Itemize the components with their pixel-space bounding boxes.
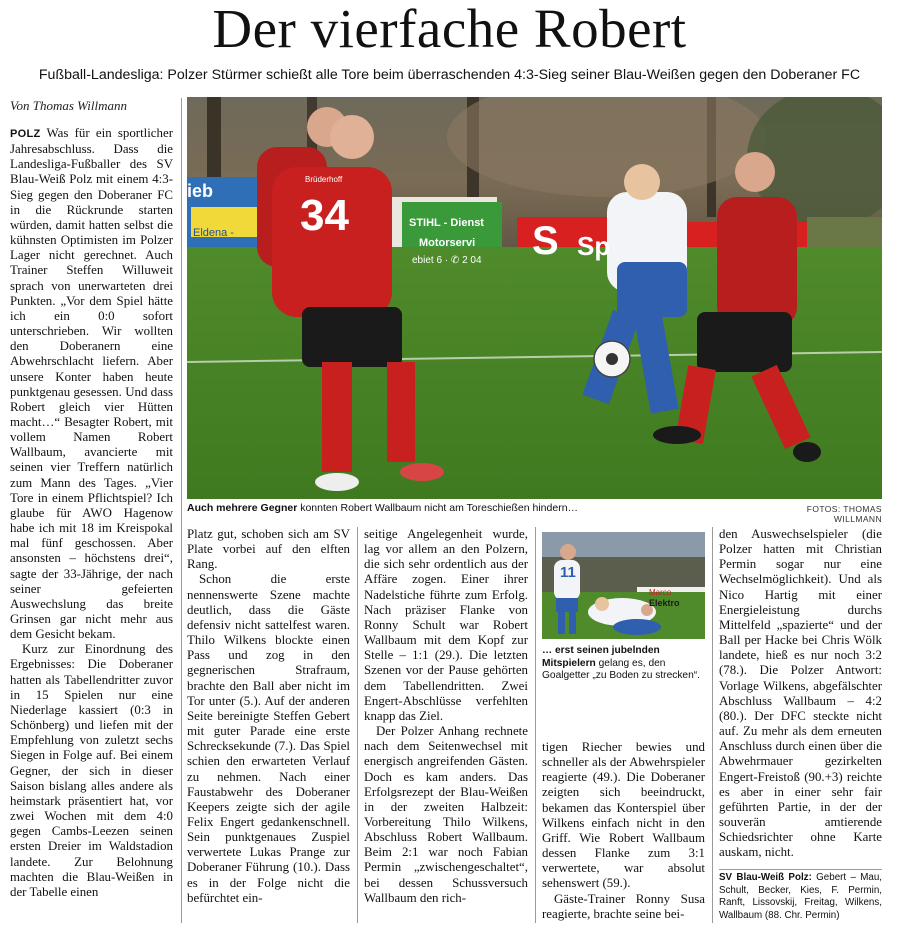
lineup-label: SV Blau-Weiß Polz: <box>719 872 812 883</box>
celebration-scene-image <box>542 532 705 639</box>
paragraph: Platz gut, schoben sich am SV Plate vorbei auf den elften Rang. <box>187 527 350 572</box>
column-divider <box>181 98 182 923</box>
paragraph <box>10 126 173 642</box>
article-column-3 <box>364 527 528 906</box>
paragraph: tigen Riecher bewies und schneller als der Abwehrspieler reagierte (49.). Die Doberaner zeigten sich beeindruckt, bekamen das Konterspiel über Wilkens einfach nicht in den Griff. Wie Robert Wallbaum dessen Flanke zum 3:1 verwertete, war absolut sehenswert (59.). <box>542 740 705 891</box>
board-text-motor: Motorservi <box>419 237 476 249</box>
jersey-sponsor-text: Brüderhoff <box>305 175 343 184</box>
board-text-left: ieb <box>187 181 214 201</box>
paragraph: seitige Angelegenheit wurde, lag vor allem an den Polzern, die sich sehr ordentlich aus der Affäre zogen. Einer ihrer Nadelstiche führte zum Erfolg. Nach präziser Flanke von Ronny Schult war Robert Wallbaum mit dem Kopf zur Stelle – 1:1 (29.). Die letzten Szenen vor der Pause gehörten dem Tabellendritten. Zwei Engert-Abschlüsse verfehlten knapp das Ziel. <box>364 527 528 723</box>
lineup-box <box>719 872 882 922</box>
headline: Der vierfache Robert <box>212 0 687 59</box>
subheadline: Fußball-Landesliga: Polzer Stürmer schießt alle Tore beim überraschenden 4:3-Sieg seiner Blau-Weißen gegen den Doberaner FC <box>38 67 861 83</box>
main-photo <box>187 97 882 499</box>
board-text-gebiet: ebiet 6 · ✆ 2 04 <box>412 255 482 266</box>
board-text-stihl: STIHL - Dienst <box>409 217 484 229</box>
small-jersey-number-11: 11 <box>560 564 576 581</box>
board-text-eldena: Eldena - <box>193 227 234 239</box>
small-photo-caption <box>542 645 705 683</box>
column-divider <box>357 527 358 923</box>
paragraph-text: Was für ein sportlicher Jahresabschluss. Dass die Landesliga-Fußballer des SV Blau-Weiß Polz mit einem 4:3-Sieg gegen den Doberaner FC in die Rückrunde starten würden, damit hatten selbst die kühnsten Optimisten im Polzer Lager nicht gerechnet. Auch Trainer Steffen Willuweit sprach von unerwarteten drei Punkten. „Vor dem Spiel hätte ich ein 0:0 sofort unterschrieben. Wir wollten den Doberanern eine Abwehrschlacht liefern. Aber unsere Konter haben heute punktgenau gesessen. Und dass Robert gleich vier Hütten macht…“ Besagter Robert, mit vollem Namen Robert Wallbaum, avancierte mit seinen vier Treffern natürlich zum Mann des Tages. „Vier Tore in einem Pflichtspiel? Ich glaube für AWO Hagenow habe ich mit 18 im Kreispokal mal fünf geschossen. Aber ansonsten – höchstens drei“, sagte der 33-Jährige, der nach seiner gefeierten Auswechslung das breite Grinsen gar nicht mehr aus dem Gesicht bekam. <box>10 126 173 642</box>
sparkasse-logo: S <box>532 219 559 263</box>
paragraph: Kurz zur Einordnung des Ergebnisses: Die Doberaner hatten als Tabellendritter zuvor in 15 Spielen nur eine Niederlage kassiert (0:3 in Schönberg) und liefen mit der Empfehlung von zuletzt sechs Siegen in Folge auf. Bei einem Gegner, der sich in dieser Saison bislang alles andere als heimstark präsentiert hat, vor zwei Wochen mit dem 4:0 gegen Cambs-Leezen seinen ersten Dreier im Waldstadion landete. Zur Belohnung machten die Blau-Weißen in der Tabelle einen <box>10 642 173 899</box>
caption-bold: Auch mehrere Gegner <box>187 502 298 514</box>
caption-bold: … erst seinen jubelnden Mitspielern <box>542 645 660 669</box>
photo-credit: FOTOS: THOMAS WILLMANN <box>806 504 882 524</box>
paragraph: den Auswechselspieler (die Polzer hatten mit Christian Permin sogar nur eine Wechselmöglichkeit). Und als Nico Hartig mit einer Energieleistung durchs Mittelfeld „spazierte“ und der Ball per Hacke bei Chris Wölk landete, hieß es nur noch 3:2 (78.). Die Polzer Antwort: Vorlage Wilkens, abgefälschter Abschluss Wallbaum – 4:2 (80.). Der DFC steckte nicht auf. Zu mehr als dem erneuten Anschluss durch einen über die Abwehrmauer gezirkelten Engert-Freistoß (90.+3) reichte es aber in einer sehr fair geführten Partie, in der der souverän amtierende Schiedsrichter ohne Karte auskam, nicht. <box>719 527 882 860</box>
article-column-4 <box>542 740 705 922</box>
paragraph: Schon die erste nennenswerte Szene machte deutlich, dass die Gäste defensiv nicht sattelfest waren. Thilo Wilkens blockte einen Pass und zog in den gegnerischen Strafraum, brachte den Ball aber nicht im Tor unter (5.). Auf der anderen Seite bereinigte Steffen Gebert mit guter Parade eine erste Schrecksekunde (7.). Das Spiel schien den erwarteten Verlauf zu nehmen. Nach einer Faustabwehr des Doberaner Keepers zeigte sich der agile Felix Engert gedankenschnell. Sein punktgenaues Zuspiel verwertete Lukas Prange zur Doberaner Führung (10.). Dass es in der Folge nicht die befürchtet ein- <box>187 572 350 905</box>
football-scene-image <box>187 97 882 499</box>
caption-text: gelang es, den Goalgetter „zu Boden zu strecken“. <box>542 657 700 682</box>
board-text-sparkasse: Sp <box>577 231 611 261</box>
paragraph: Gäste-Trainer Ronny Susa reagierte, brachte seine bei- <box>542 891 705 921</box>
jersey-number-34: 34 <box>300 191 349 240</box>
main-photo-caption <box>187 502 747 515</box>
byline: Von Thomas Willmann <box>10 98 128 113</box>
dateline: POLZ <box>10 128 41 140</box>
article-column-1 <box>10 126 173 900</box>
small-photo <box>542 532 705 639</box>
small-board-text-2: Elektro <box>649 598 680 608</box>
column-divider <box>712 527 713 923</box>
column-divider <box>535 527 536 923</box>
caption-text: konnten Robert Wallbaum nicht am Toreschießen hindern… <box>300 502 579 514</box>
paragraph: Der Polzer Anhang rechnete nach dem Seitenwechsel mit energisch angreifenden Gästen. Doch es kam anders. Das Erfolgsrezept der Blau-Weißen in der zweiten Halbzeit: Vorbereitung Thilo Wilkens, Abschluss Robert Wallbaum. Beim 2:1 war noch Fabian Permin „zwischengeschaltet“, bei dessen Schussversuch Wallbaum den rich- <box>364 724 528 905</box>
article-column-5 <box>719 527 882 860</box>
lineup-divider <box>719 869 882 870</box>
article-column-2 <box>187 527 350 906</box>
small-board-text-1: Marco <box>649 588 672 597</box>
lineup-text: Gebert – Mau, Schult, Becker, Kies, F. Permin, Ranft, Lissovskij, Freitag, Wilkens, Wallbaum (88. Chr. Permin) <box>719 872 882 921</box>
